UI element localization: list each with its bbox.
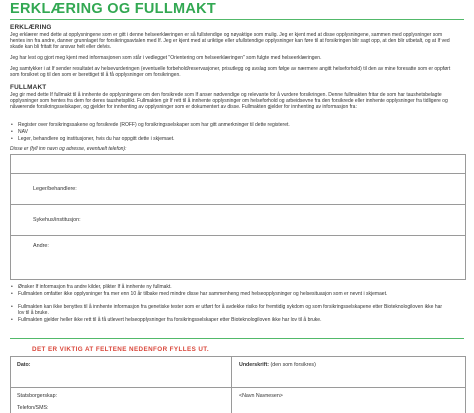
erklaering-paragraph-1: Jeg erklærer med dette at opplysningene som er gitt i denne helseerklæringen er så fullstendige og nøyaktige som mulig. Jeg er kjent med at disse opplysningene, sammen med opplysninger som hentes inn fra andre, danner grunnlaget for forsikringsavtalen med If. Jeg er kjent med at uriktige eller ufullstendige opplysninger kan føre til at forsikringen blir sagt opp, at den blir utbetalt, og at If ved skade kan bli fritatt for ansvar helt eller delvis. xyxy=(10,32,450,51)
signature-hint: (den som forsikres) xyxy=(270,362,316,368)
title-divider xyxy=(10,19,464,20)
row-label-leger: Leger/behandlere: xyxy=(33,186,77,192)
erklaering-paragraph-3: Jeg samtykker i at If sender resultatet av helsevurderingen (eventuelle forbehold/reservasjoner, prisutlegg og avslag som følge av nærmere angitt helseforhold) til den av mine foresatte som er oppført som forsikret og til den som er berettiget til å få opplysninger om forsikringen. xyxy=(10,66,451,79)
fullmakt-bullet: • Register over forsikringssakene og forsikrede (ROFF) og forsikringsselskaper som har gitt anmerkninger til dette registeret. xyxy=(18,122,448,128)
date-label: Dato: xyxy=(17,362,31,368)
signature-label-group xyxy=(239,362,316,368)
fill-in-hint: Disse er (fyll inn navn og adresse, eventuelt telefon): xyxy=(10,146,127,152)
table-row[interactable] xyxy=(11,204,465,236)
required-fields-heading: DET ER VIKTIG AT FELTENE NEDENFOR FYLLES UT. xyxy=(32,346,210,353)
citizenship-label: Statsborgerskap: xyxy=(17,393,58,399)
phone-label: Telefon/SMS: xyxy=(17,405,49,411)
table-row[interactable] xyxy=(11,173,465,205)
table-row xyxy=(11,155,465,174)
column-divider xyxy=(231,357,232,413)
fullmakt-bullet: • Fullmakten gjelder heller ikke rett til å få utlevert helseopplysninger fra forsikringsselskaper etter Bioteknologiloven ikke har lov til å bruke. xyxy=(18,317,448,323)
fullmakt-heading: FULLMAKT xyxy=(10,84,47,91)
signature-divider xyxy=(10,338,464,339)
fullmakt-paragraph: Jeg gir med dette If fullmakt til å innhente de opplysningene om den forsikrede som If anser nødvendige og relevante for å vurdere forsikringen. Denne fullmakten fritar de som har taushetsbelagte opplysninger som hentes fra dem for deres taushetsplikt. Fullmakten gir If rett til å innhente opplysninger om helseforhold og arbeidsevne fra den forsikrede eller innhente opplysninger fra tidligere og nåværende forsikringsselskaper, og gjelder for innhenting av opplysninger som er dokumentert av disse. Fullmakten gjelder for innhenting av informasjon fra: xyxy=(10,92,448,111)
fullmakt-bullet: • NAV xyxy=(18,129,448,135)
fullmakt-bullet: • Fullmakten omfatter ikke opplysninger fra mer enn 10 år tilbake med mindre disse har sammenheng med helseopplysninger og helsesituasjon som er nevnt i skjemaet. xyxy=(18,291,448,297)
name-placeholder[interactable]: <Navn Navnesen> xyxy=(239,393,283,399)
erklaering-heading: ERKLÆRING xyxy=(10,24,52,31)
fullmakt-bullet: • Ønsker If informasjon fra andre kilder, plikter If å innhente ny fullmakt. xyxy=(18,284,448,290)
contacts-table xyxy=(10,154,466,280)
document-title: ERKLÆRING OG FULLMAKT xyxy=(10,1,217,17)
erklaering-paragraph-2: Jeg har lest og gjort meg kjent med informasjonen som står i vedlegget "Orientering om helseerklæringen" som fulgte med helseerklæringen. xyxy=(10,55,322,61)
row-label-andre: Andre: xyxy=(33,243,49,249)
fullmakt-bullet: • Fullmakten kan ikke benyttes til å innhente informasjon fra genetiske tester som er utført for å avdekke risiko for fremtidig sykdom og som forsikringsselskapene etter Bioteknologiloven ikke har lov til å bruke. xyxy=(18,304,448,316)
row-label-sykehus: Sykehus/institusjon: xyxy=(33,217,81,223)
fullmakt-bullet: • Leger, behandlere og institusjoner, hvis du har oppgitt dette i skjemaet. xyxy=(18,136,448,142)
row-divider xyxy=(11,387,465,388)
signature-label: Underskrift: xyxy=(239,362,270,368)
table-row[interactable] xyxy=(11,235,465,279)
signature-table xyxy=(10,356,466,413)
